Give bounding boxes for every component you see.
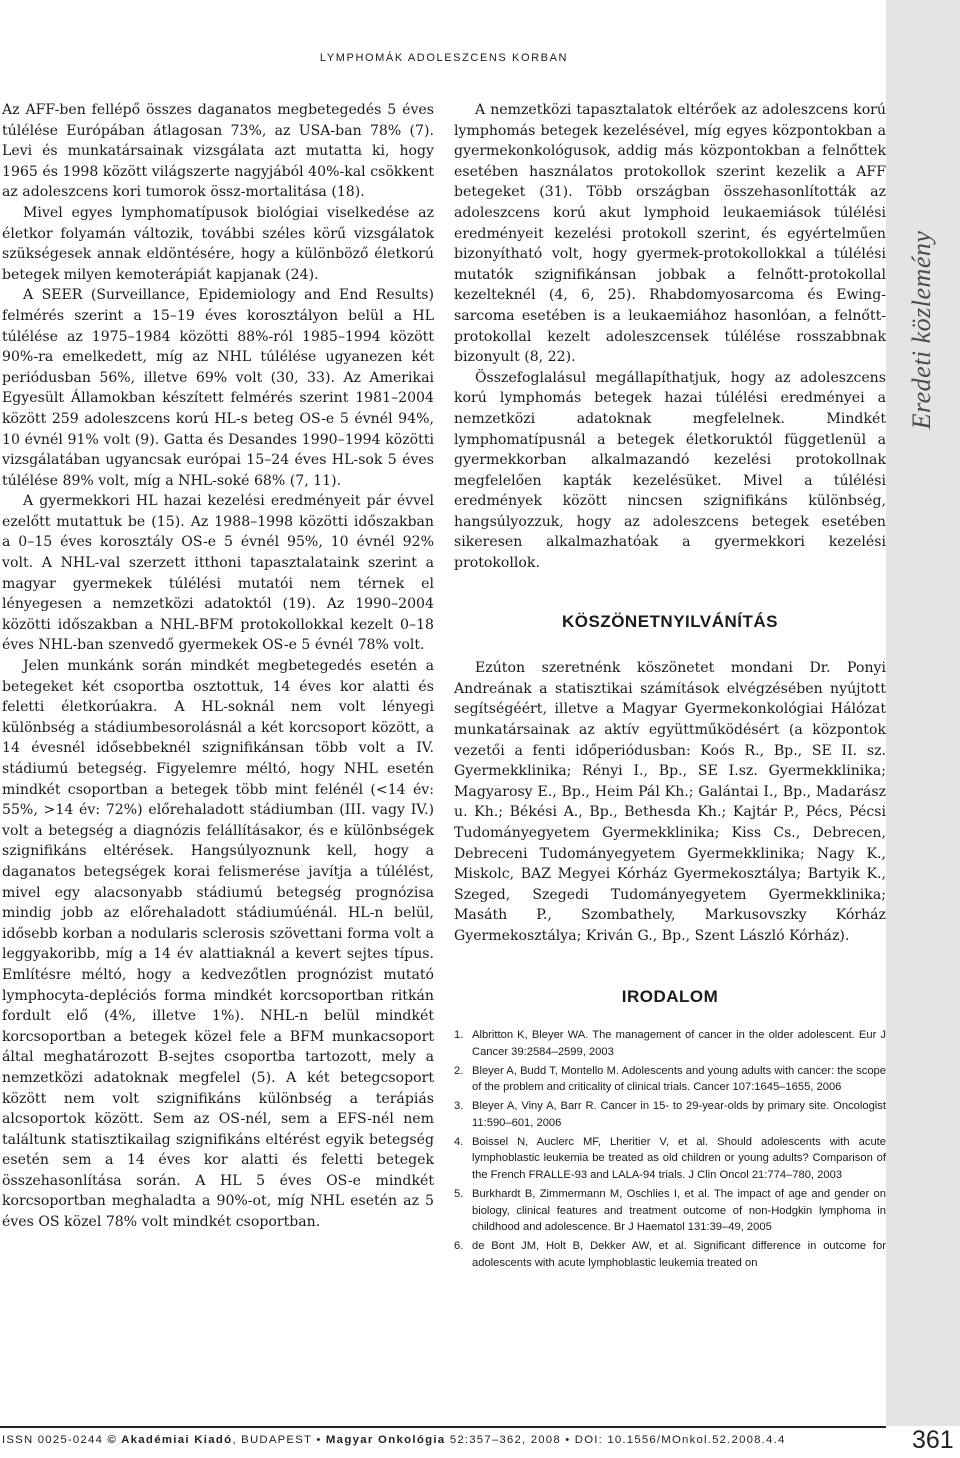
footer-citation: 52:357–362, 2008 • DOI: 10.1556/MOnkol.52.2008.4.4	[449, 1434, 786, 1446]
reference-item: 4. Boissel N, Auclerc MF, Lheritier V, et al. Should adolescents with acute lymphoblastic leukemia be treated as old children or young adults? Comparison of the French FRALLE-93 and LALA-94 trials. J Clin Oncol 21:774–780, 2003	[454, 1135, 886, 1182]
right-column	[454, 100, 886, 1274]
footer-publisher: © Akadémiai Kiadó	[107, 1434, 233, 1446]
body-paragraph: A gyermekkori HL hazai kezelési eredményeit pár évvel ezelőtt mutattuk be (15). Az 1988–1998 közötti időszakban a 0–15 éves korosztály OS-e 5 évnél 95%, 10 évnél 92% volt. A NHL-val szerzett itthoni tapasztalataink szerint a magyar gyermekek túlélési mutatói nem térnek el lényegesen a nemzetközi adatoktól (19). Az 1990–2004 közötti időszakban a NHL-BFM protokollokkal kezelt 0–18 éves NHL-ban szenvedő gyermekek OS-e 5 évnél 78% volt.	[2, 493, 434, 654]
reference-item: 3. Bleyer A, Viny A, Barr R. Cancer in 15- to 29-year-olds by primary site. Oncologist 11:590–601, 2006	[454, 1100, 886, 1129]
footer-issn: ISSN 0025-0244	[2, 1434, 104, 1446]
reference-item: 2. Bleyer A, Budd T, Montello M. Adolescents and young adults with cancer: the scope of the problem and criticality of clinical trials. Cancer 107:1645–1655, 2006	[454, 1064, 886, 1094]
footer	[2, 1434, 785, 1446]
reference-item: 6. de Bont JM, Holt B, Dekker AW, et al. Significant difference in outcome for adolescents with acute lymphoblastic leukemia treated on	[454, 1240, 886, 1269]
page-number: 361	[912, 1426, 954, 1454]
acknowledgement-heading: KÖSZÖNETNYILVÁNÍTÁS	[561, 611, 779, 631]
section-sidebar	[886, 0, 960, 1426]
footer-journal: Magyar Onkológia	[325, 1434, 446, 1446]
references-heading: IRODALOM	[621, 986, 719, 1006]
body-paragraph: A SEER (Surveillance, Epidemiology and End Results) felmérés szerint a 15–19 éves korosztályon belül a HL túlélése az 1975–1984 közötti 88%-ról 1985–1994 között 90%-ra emelkedett, míg az NHL túlélése ugyanezen két periódusban 56%, illetve 69% volt (30, 33). Az Amerikai Egyesült Államokban készített felmérés szerint 1981–2004 között 259 adoleszcens korú HL-s beteg OS-e 5 évnél 94%, 10 évnél 91% volt (9). Gatta és Desandes 1990–1994 közötti vizsgálatában ugyancsak európai 15–24 éves HL-sok 5 éves túlélése 89% volt, míg a NHL-soké 68% (7, 11).	[2, 287, 434, 489]
body-paragraph: Jelen munkánk során mindkét megbetegedés esetén a betegeket két csoportba osztottuk, 14 éves kor alatti és feletti életkorúakra. A HL-soknál nem volt lényegi különbség a stádiumbesorolásnál a két korcsoport között, a 14 évesnél idősebbeknél szignifikánsan több volt a IV. stádiumú betegség. Figyelemre méltó, hogy NHL esetén mindkét csoportban a betegek több mint felénél (<14 év: 55%, >14 év: 72%) előrehaladott stádiumban (III. vagy IV.) volt a betegség a diagnózis felállításakor, és e különbségek szignifikáns eltérések. Hangsúlyoznunk kell, hogy a daganatos betegségek korai felismerése javítja a túlélést, mivel egy alacsonyabb stádiumú betegség prognózisa mindig jobb az előrehaladott stádiumúénál. HL-n belül, idősebb korban a nodularis sclerosis szövettani forma volt a leggyakoribb, míg a 14 év alattiaknál a kevert sejtes típus. Említésre méltó, hogy a kedvezőtlen prognózist mutató lymphocyta-depléciós forma mindkét korcsoportban ritkán fordult elő (4%, illetve 1%). NHL-n belül mindkét korcsoportban a betegek közel fele a BFM munkacsoport által meghatározott B-sejtes csoportba tartozott, mely a nemzetközi adatoknak megfelel (5). A két betegcsoport között nem volt szignifikáns különbség a terápiás alcsoportok között. Sem az OS-nél, sem a EFS-nél nem találtunk statisztikailag szignifikáns eltérést egyik betegség esetén sem a 14 éves kor alatti és feletti betegek összehasonlítása során. A HL 5 éves OS-e mindkét korcsoportban meghaladta a 90%-ot, míg NHL esetén az 5 éves OS közel 78% volt mindkét csoportban.	[2, 658, 434, 1231]
acknowledgement-paragraph: Ezúton szeretnénk köszönetet mondani Dr. Ponyi Andreának a statisztikai számítások elvégzésében nyújtott segítségéért, illetve a Magyar Gyermekonkológiai Hálózat munkatársainak az aktív együttműködésért (a központok vezetői a fenti időperiódusban: Koós R., Bp., SE II. sz. Gyermekklinika; Rényi I., Bp., SE I.sz. Gyermekklinika; Magyarosy E., Bp., Heim Pál Kh.; Galántai I., Bp., Madarász u. Kh.; Békési A., Bp., Bethesda Kh.; Kajtár P., Pécs, Pécsi Tudományegyetem Gyermekklinika; Kiss Cs., Debrecen, Debreceni Tudományegyetem Gyermekklinika; Nagy K., Miskolc, BAZ Megyei Kórház Gyermekosztálya; Bartyik K., Szeged, Szegedi Tudományegyetem Gyermekklinika; Masáth P., Szombathely, Markusovszky Kórház Gyermekosztálya; Kriván G., Bp., Szent László Kórház).	[454, 660, 886, 944]
body-paragraph: A nemzetközi tapasztalatok eltérőek az adoleszcens korú lymphomás betegek kezelésével, míg egyes központokban a gyermekonkológusok, addig más központokban a felnőttek esetében használatos protokollok szerint kezelik a AFF betegeket (31). Több országban összehasonlították az adoleszcens korú akut lymphoid leukaemiások túlélési eredményeit kezelési protokoll szerint, és egyértelműen bizonyítható volt, hogy gyermek-protokollokkal a túlélési mutatók szignifikánsan jobbak a felnőtt-protokollal kezelteknél (4, 6, 25). Rhabdomyosarcoma és Ewing-sarcoma esetében is a leukaemiához hasonlóan, a felnőtt-protokollal kezelt adoleszcensek túlélése rosszabbnak bizonyult (8, 22).	[454, 102, 886, 366]
body-paragraph: Mivel egyes lymphomatípusok biológiai viselkedése az életkor folyamán változik, további széles körű vizsgálatok szükségesek annak eldöntésére, hogy a különböző életkorú betegek milyen kemoterápiát kapjanak (24).	[2, 204, 434, 283]
footer-city: , BUDAPEST •	[232, 1434, 322, 1446]
reference-item: 5. Burkhardt B, Zimmermann M, Oschlies I, et al. The impact of age and gender on biology, clinical features and treatment outcome of non-Hodgkin lymphoma in childhood and adolescence. Br J Haematol 131:39–49, 2005	[454, 1188, 886, 1234]
footer-rule	[0, 1426, 886, 1428]
reference-item: 1. Albritton K, Bleyer WA. The management of cancer in the older adolescent. Eur J Cancer 39:2584–2599, 2003	[454, 1029, 886, 1058]
sidebar-label: Eredeti közlemény	[907, 230, 936, 430]
reference-list	[454, 1027, 886, 1271]
running-header: LYMPHOMÁK ADOLESZCENS KORBAN	[319, 52, 569, 64]
body-paragraph: Összefoglalásul megállapíthatjuk, hogy az adoleszcens korú lymphomás betegek hazai túlélési eredményei a nemzetközi adatoknak megfelelnek. Mindkét lymphomatípusnál a betegek életkoruktól függetlenül a gyermekkorban alkalmazandó kezelési protokollnak megfelelően kapták kezelésüket. Mivel a túlélési eredmények között nincsen szignifikáns különbség, hangsúlyozzuk, hogy az adoleszcens betegek esetében sikeresen alkalmazhatóak a gyermekkori kezelési protokollok.	[454, 369, 886, 572]
left-column	[2, 100, 434, 1233]
body-paragraph: Az AFF-ben fellépő összes daganatos megbetegedés 5 éves túlélése Európában átlagosan 73%, az USA-ban 78% (7). Levi és munkatársainak vizsgálata azt mutatta ki, hogy 1965 és 1998 között világszerte nagyjából 40%-kal csökkent az adoleszcens kori tumorok össz-mortalitása (18).	[2, 102, 434, 201]
